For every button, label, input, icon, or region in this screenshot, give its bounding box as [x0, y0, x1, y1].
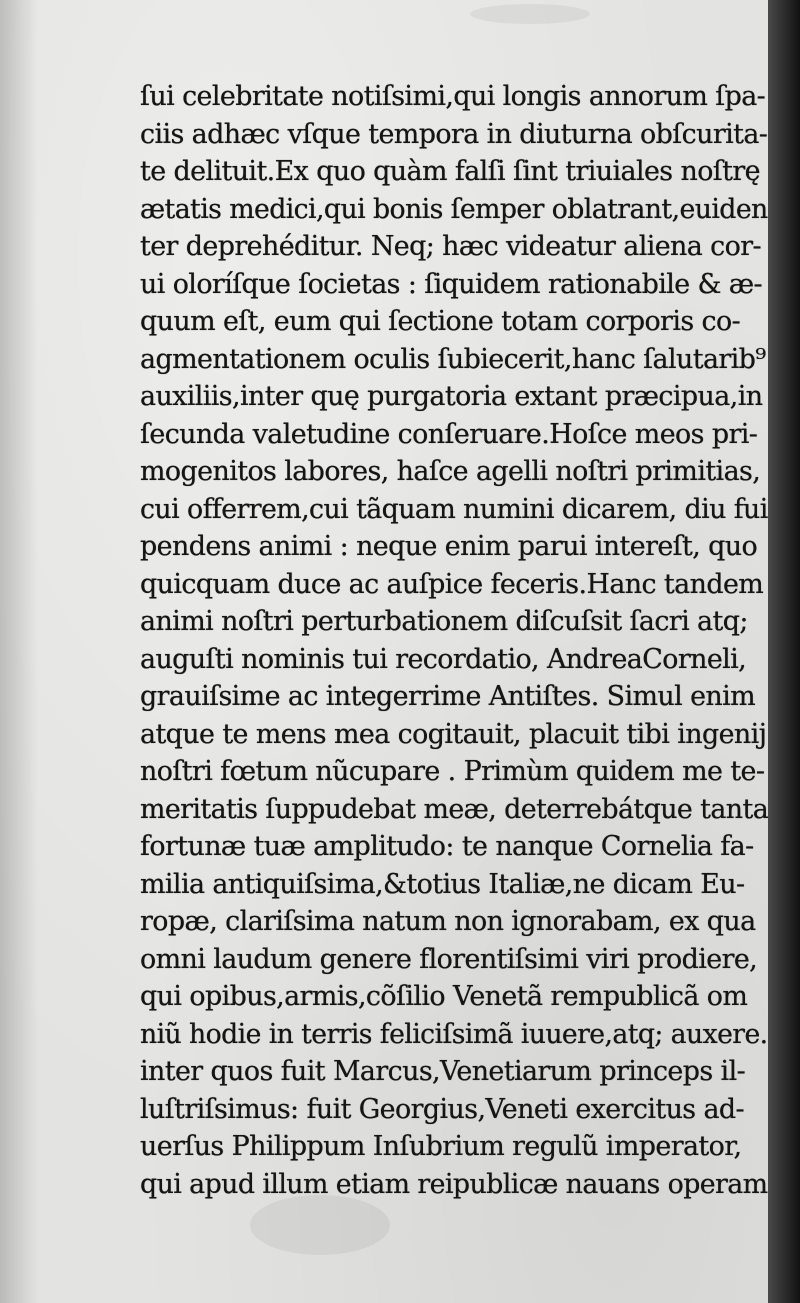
text-line: mogenitos labores, haſce agelli noſtri primitias,	[140, 456, 761, 487]
text-line: ciis adhæc vſque tempora in diuturna obſcurita-	[140, 118, 768, 150]
book-edge	[768, 0, 800, 1303]
text-line: ropæ, clariſsima natum non ignorabam, ex qua	[140, 906, 756, 937]
text-line: animi noſtri perturbationem diſcuſsit ſacri atq;	[140, 606, 748, 637]
text-line: niũ hodie in terris feliciſsimã iuuere,atq; auxere.	[140, 1018, 768, 1050]
text-line: ſui celebritate notiſsimi,qui longis annorum ſpa-	[140, 81, 766, 112]
text-line: qui apud illum etiam reipublicæ nauans operam	[140, 1168, 768, 1200]
text-line: ætatis medici,qui bonis ſemper oblatrant,euiden	[140, 193, 768, 225]
text-line: fortunæ tuæ amplitudo: te nanque Cornelia fa-	[140, 831, 754, 862]
text-line: noſtri fœtum nũcupare . Primùm quidem me te-	[140, 756, 765, 787]
text-line: milia antiquiſsima,&totius Italiæ,ne dicam Eu-	[140, 868, 745, 900]
text-line: cui offerrem,cui tãquam numini dicarem, diu fui	[140, 493, 768, 525]
text-line: meritatis ſuppudebat meæ, deterrebátque tanta	[140, 793, 769, 825]
text-line: auguſti nominis tui recordatio, AndreaCorneli,	[140, 643, 747, 675]
text-line: agmentationem oculis ſubiecerit,hanc ſalutarib⁹	[140, 343, 766, 375]
paper-smudge	[250, 1195, 390, 1255]
text-line: inter quos fuit Marcus,Venetiarum princeps il-	[140, 1056, 746, 1087]
paper-smudge	[470, 4, 590, 24]
text-block	[140, 78, 770, 1203]
text-line: quum eſt, eum qui ſectione totam corporis co-	[140, 306, 741, 337]
text-line: grauiſsime ac integerrime Antiſtes. Simul enim	[140, 681, 756, 712]
text-line: omni laudum genere florentiſsimi viri prodiere,	[140, 943, 758, 975]
text-line: quicquam duce ac auſpice feceris.Hanc tandem	[140, 568, 764, 600]
text-line: ter deprehéditur. Neq; hæc videatur aliena cor-	[140, 231, 762, 262]
text-line: qui opibus,armis,cõſilio Venetã rempublicã om	[140, 981, 748, 1012]
text-line: te delituit.Ex quo quàm falſi ſint triuiales noſtrę	[140, 156, 760, 187]
text-line: auxiliis,inter quę purgatoria extant præcipua,in	[140, 381, 763, 412]
text-line: atque te mens mea cogitauit, placuit tibi ingenij	[140, 718, 767, 750]
text-line: ui oloríſque ſocietas : ſiquidem rationabile & æ-	[140, 268, 763, 300]
text-line: ſecunda valetudine conſeruare.Hoſce meos pri-	[140, 418, 758, 450]
text-line: luſtriſsimus: fuit Georgius,Veneti exercitus ad-	[140, 1093, 745, 1125]
gutter-shadow	[0, 0, 38, 1303]
text-line: uerſus Philippum Inſubrium regulũ imperator,	[140, 1131, 742, 1162]
text-line: pendens animi : neque enim parui intereſt, quo	[140, 531, 758, 562]
